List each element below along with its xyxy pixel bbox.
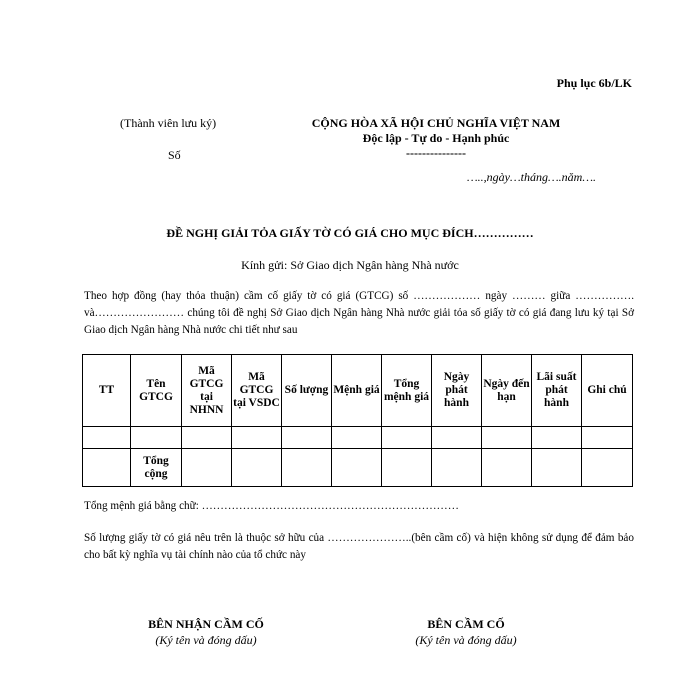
- header-cell: Tên GTCG: [131, 355, 182, 427]
- pledgee-signature-block: [106, 616, 306, 648]
- header-cell: Lãi suất phát hành: [532, 355, 582, 427]
- securities-table: [82, 354, 633, 487]
- table-cell: [232, 449, 282, 487]
- table-cell: [182, 449, 232, 487]
- table-header-row: [83, 355, 633, 427]
- table-cell: [382, 427, 432, 449]
- number-label: Số: [168, 148, 181, 162]
- document-title: ĐỀ NGHỊ GIẢI TỎA GIẤY TỜ CÓ GIÁ CHO MỤC ĐÍCH……………: [166, 226, 534, 240]
- table-cell: [182, 427, 232, 449]
- header-cell: Mã GTCG tại VSDC: [232, 355, 282, 427]
- table-cell: [332, 427, 382, 449]
- header-cell: Mã GTCG tại NHNN: [182, 355, 232, 427]
- table-cell: [282, 449, 332, 487]
- table-cell: [83, 427, 131, 449]
- table-cell: [482, 449, 532, 487]
- table-cell: [131, 427, 182, 449]
- header-cell: Số lượng: [282, 355, 332, 427]
- pledgor-sign-hint: (Ký tên và đóng dấu): [415, 633, 517, 647]
- total-label: Tổng cộng: [131, 449, 182, 487]
- table-cell: [482, 427, 532, 449]
- table-cell: [532, 427, 582, 449]
- table-cell: [432, 427, 482, 449]
- table-cell: [232, 427, 282, 449]
- total-row: [83, 449, 633, 487]
- appendix-label: Phụ lục 6b/LK: [556, 76, 632, 90]
- recipient-line: Kính gửi: Sở Giao dịch Ngân hàng Nhà nước: [241, 258, 459, 272]
- pledgee-sign-hint: (Ký tên và đóng dấu): [155, 633, 257, 647]
- header-cell: Ghi chú: [582, 355, 633, 427]
- member-label: (Thành viên lưu ký): [120, 116, 217, 130]
- ownership-paragraph: Số lượng giấy tờ có giá nêu trên là thuộc sở hữu của …………………..(bên cầm cố) và hiện không sử dụng để đảm bảo cho bất kỳ nghĩa vụ tài chính nào của tổ chức này: [84, 532, 634, 561]
- table-cell: [282, 427, 332, 449]
- table-cell: [432, 449, 482, 487]
- header-cell: Mệnh giá: [332, 355, 382, 427]
- pledgor-title: BÊN CẦM CỐ: [427, 617, 505, 631]
- pledgor-signature-block: [366, 616, 566, 648]
- table-cell: [582, 427, 633, 449]
- contract-paragraph: Theo hợp đồng (hay thỏa thuận) cầm cố giấy tờ có giá (GTCG) số ……………… ngày ……… giữa ……………. và…………………… chúng tôi đề nghị Sở Giao dịch Ngân hàng Nhà nước giải tỏa số giấy tờ có giá đang lưu ký tại Sở Giao dịch Ngân hàng Nhà nước chi tiết như sau: [84, 290, 634, 336]
- motto-divider: ---------------: [406, 146, 466, 160]
- header-cell: TT: [83, 355, 131, 427]
- table-cell: [332, 449, 382, 487]
- table-cell: [532, 449, 582, 487]
- total-in-words: Tổng mệnh giá bằng chữ: ……………………………………………………………: [84, 500, 459, 512]
- table-cell: [83, 449, 131, 487]
- header-cell: Tổng mệnh giá: [382, 355, 432, 427]
- header-cell: Ngày phát hành: [432, 355, 482, 427]
- pledgee-title: BÊN NHẬN CẦM CỐ: [148, 617, 264, 631]
- nation-name: CỘNG HÒA XÃ HỘI CHỦ NGHĨA VIỆT NAM: [311, 116, 561, 130]
- motto: Độc lập - Tự do - Hạnh phúc: [362, 131, 510, 145]
- table-cell: [582, 449, 633, 487]
- table-cell: [382, 449, 432, 487]
- table-row: [83, 427, 633, 449]
- national-header: [296, 116, 576, 161]
- date-line: …..,ngày…tháng….năm….: [466, 170, 596, 184]
- header-cell: Ngày đến hạn: [482, 355, 532, 427]
